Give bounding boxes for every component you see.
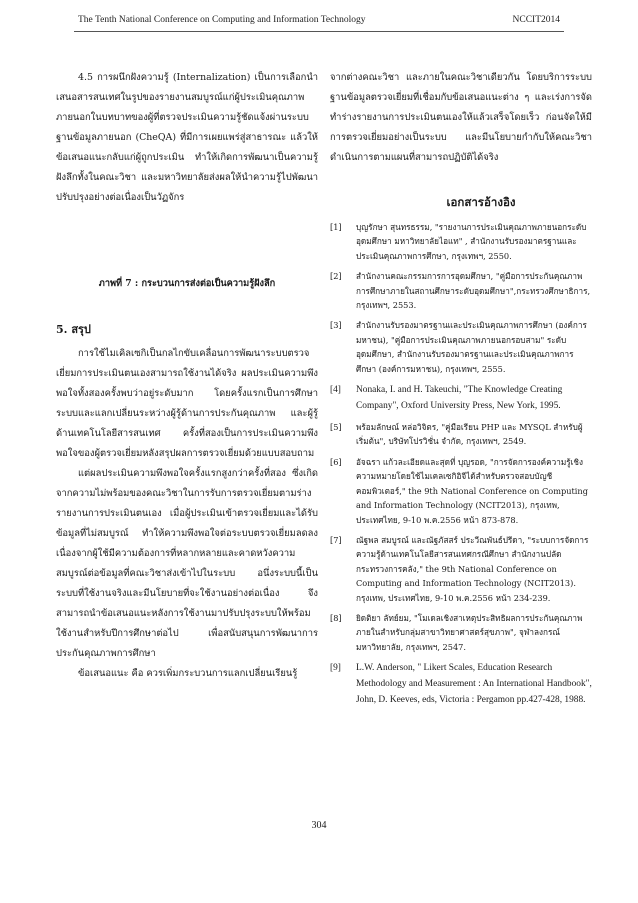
page-header	[78, 13, 560, 29]
conference-code: NCCIT2014	[512, 15, 560, 25]
reference-number: [5]	[330, 422, 342, 433]
continuation-paragraph: จากต่างคณะวิชา และภายในคณะวิชาเดียวกัน โดยบริการระบบฐานข้อมูลตรวจเยี่ยมที่เชื่อมกับข้อเสนอแนะต่าง ๆ และเร่งการจัดทำร่างรายงานการประเมินตนเองให้แล้วเสร็จโดยเร็ว ก่อนจัดให้มีการตรวจเยี่ยมอย่างเป็นระบบ และมีนโยบายกำกับให้คณะวิชาดำเนินการตามแผนที่สามารถปฏิบัติได้จริง	[330, 72, 592, 163]
references-list	[330, 220, 592, 708]
figure-caption: ภาพที่ 7 : กระบวนการส่งต่อเป็นความรู้ฝังลึก	[98, 278, 276, 289]
left-column	[56, 68, 318, 684]
reference-text: สำนักงานรับรองมาตรฐานและประเมินคุณภาพการศึกษา (องค์การมหาชน), "คู่มือการประเมินคุณภาพภายนอกรอบสาม" ระดับอุดมศึกษา, สำนักงานรับรองมาตรฐานและประเมินคุณภาพการศึกษา (องค์การมหาชน), กรุงเทพฯ, 2555.	[356, 320, 587, 374]
page-number: 304	[311, 820, 327, 831]
reference-number: [4]	[330, 385, 341, 396]
header-rule	[74, 31, 564, 32]
conclusion-paragraph-3: ข้อเสนอแนะ คือ ควรเพิ่มกระบวนการแลกเปลี่ยนเรียนรู้	[78, 668, 298, 679]
reference-item	[330, 533, 592, 605]
reference-number: [3]	[330, 320, 342, 331]
conclusion-paragraph-2: แต่ผลประเมินความพึงพอใจครั้งแรกสูงกว่าครั้งที่สอง ซึ่งเกิดจากความไม่พร้อมของคณะวิชาในการรับการตรวจเยี่ยมตามร่างรายงานการประเมินตนเอง เมื่อผู้ประเมินเข้าตรวจเยี่ยมและได้รับข้อมูลที่ไม่สมบูรณ์ ทำให้ความพึงพอใจต่อระบบตรวจเยี่ยมลดลง เนื่องจากผู้ใช้มีความต้องการที่หลากหลายและคาดหวังความสมบูรณ์ต่อข้อมูลที่คณะวิชาส่งเข้าไปในระบบ อนึ่งระบบนี้เป็นระบบที่ใช้งานจริงและมีนโยบายที่จะใช้งานอย่างต่อเนื่อง จึงสามารถนำข้อเสนอแนะหลังการใช้งานมาปรับปรุงระบบให้พร้อมใช้งานสำหรับปีการศึกษาต่อไป เพื่อสนับสนุนการพัฒนาการประกันคุณภาพการศึกษา	[56, 468, 318, 659]
reference-text: บุญรักษา สุนทรธรรม, "รายงานการประเมินคุณภาพภายนอกระดับอุดมศึกษา มหาวิทยาลัยไอแท" , สำนักงานรับรองมาตรฐานและประเมินคุณภาพการศึกษา, กรุงเทพฯ, 2550.	[356, 222, 587, 261]
references-heading: เอกสารอ้างอิง	[446, 195, 516, 209]
right-column	[330, 68, 592, 714]
reference-item	[330, 269, 592, 312]
reference-item	[330, 382, 592, 414]
reference-number: [1]	[330, 222, 342, 232]
reference-number: [2]	[330, 271, 342, 282]
reference-number: [6]	[330, 456, 342, 467]
reference-text: ณัฐพล สมบูรณ์ และณัฐภัสสร์ ประวีณพันธ์ปรีดา, "ระบบการจัดการความรู้ด้านเทคโนโลยีสารสนเทศกรณีศึกษา สำนักงานปลัดกระทรวงการคลัง," the 9th National Conference on Computing and Information Technology (NCIT2013). กรุงเทพ, ประเทศไทย, 9-10 พ.ค.2556 หน้า 234-239.	[356, 534, 589, 603]
reference-item	[330, 220, 592, 263]
conference-title: The Tenth National Conference on Computing and Information Technology	[78, 15, 366, 25]
reference-text: พร้อมลักษณ์ หล่อวิจิตร, "คู่มือเรียน PHP และ MYSQL สำหรับผู้เริ่มต้น", บริษัทโปรวิชั่น จำกัด, กรุงเทพฯ, 2549.	[356, 422, 583, 447]
section-title-conclusion: 5. สรุป	[56, 323, 91, 336]
reference-item	[330, 420, 592, 449]
reference-number: [7]	[330, 534, 342, 545]
reference-item	[330, 455, 592, 527]
reference-text: L.W. Anderson, " Likert Scales, Education Research Methodology and Measurement : An International Handbook", John, D. Keeves, eds, Victoria : Pergamon pp.427-428, 1988.	[356, 663, 592, 706]
reference-item	[330, 660, 592, 708]
reference-text: ยิดติยา ลัทย์ยม, "โมเดลเชิงสาเหตุประสิทธิผลการประกันคุณภาพภายในสำหรับกลุ่มสาขาวิทยาศาสตร์สุขภาพ", จุฬาลงกรณ์มหาวิทยาลัย, กรุงเทพฯ, 2547.	[356, 612, 583, 652]
reference-number: [9]	[330, 663, 341, 674]
conclusion-paragraph-1: การใช้ไมเคิลเซกิเป็นกลไกขับเคลื่อนการพัฒนาระบบตรวจเยี่ยมการประเมินตนเองสามารถใช้งานได้จริง ผลประเมินความพึงพอใจทั้งสองครั้งพบว่าอยู่ระดับมาก โดยครั้งแรกเป็นการศึกษาระบบและแลกเปลี่ยนระหว่างผู้รู้ด้านการประกันคุณภาพ และผู้รู้ด้านเทคโนโลยีสารสนเทศ ครั้งที่สองเป็นการประเมินความพึงพอใจของผู้ตรวจเยี่ยมหลังสรุปผลการตรวจเยี่ยมด้วยแบบสอบถาม	[56, 348, 318, 459]
reference-item	[330, 611, 592, 654]
reference-number: [8]	[330, 612, 342, 623]
intro-paragraph: 4.5 การผนึกฝังความรู้ (Internalization) เป็นการเลือกนำเสนอสารสนเทศในรูปของรายงานสมบูรณ์แก่ผู้ประเมินคุณภาพภายนอกในบทบาทของผู้ที่ตรวจประเมินความรู้ชัดแจ้งผ่านระบบฐานข้อมูลภายนอก (CheQA) ที่มีการเผยแพร่สู่สาธารณะ แล้วให้ข้อเสนอแนะกลับแก่ผู้ถูกประเมิน ทำให้เกิดการพัฒนาเป็นความรู้ฝังลึกทั้งในคณะวิชา และมหาวิทยาลัยส่งผลให้นำความรู้ไปพัฒนาปรับปรุงอย่างต่อเนื่องเป็นวัฏจักร	[56, 72, 318, 203]
reference-text: สำนักงานคณะกรรมการการอุดมศึกษา, "คู่มือการประกันคุณภาพการศึกษาภายในสถานศึกษาระดับอุดมศึกษา",กระทรวงศึกษาธิการ, กรุงเทพฯ, 2553.	[356, 271, 591, 311]
reference-item	[330, 318, 592, 376]
figure-7	[56, 208, 318, 274]
reference-text: อัจฉรา แก้วละเอียดและสุดที่ บุญรอด, "การจัดการองค์ความรู้เชิงความหมายโดยใช้ไมเคลเซกิอิจีได้สำหรับตรวจสอบบัญชีคอมพิวเตอร์," the 9th National Conference on Computing and Information Technology (NCIT2013), กรุงเทพ, ประเทศไทย, 9-10 พ.ค.2556 หน้า 873-878.	[356, 456, 588, 525]
reference-text: Nonaka, I. and H. Takeuchi, "The Knowledge Creating Company", Oxford University Press, New York, 1995.	[356, 385, 563, 412]
